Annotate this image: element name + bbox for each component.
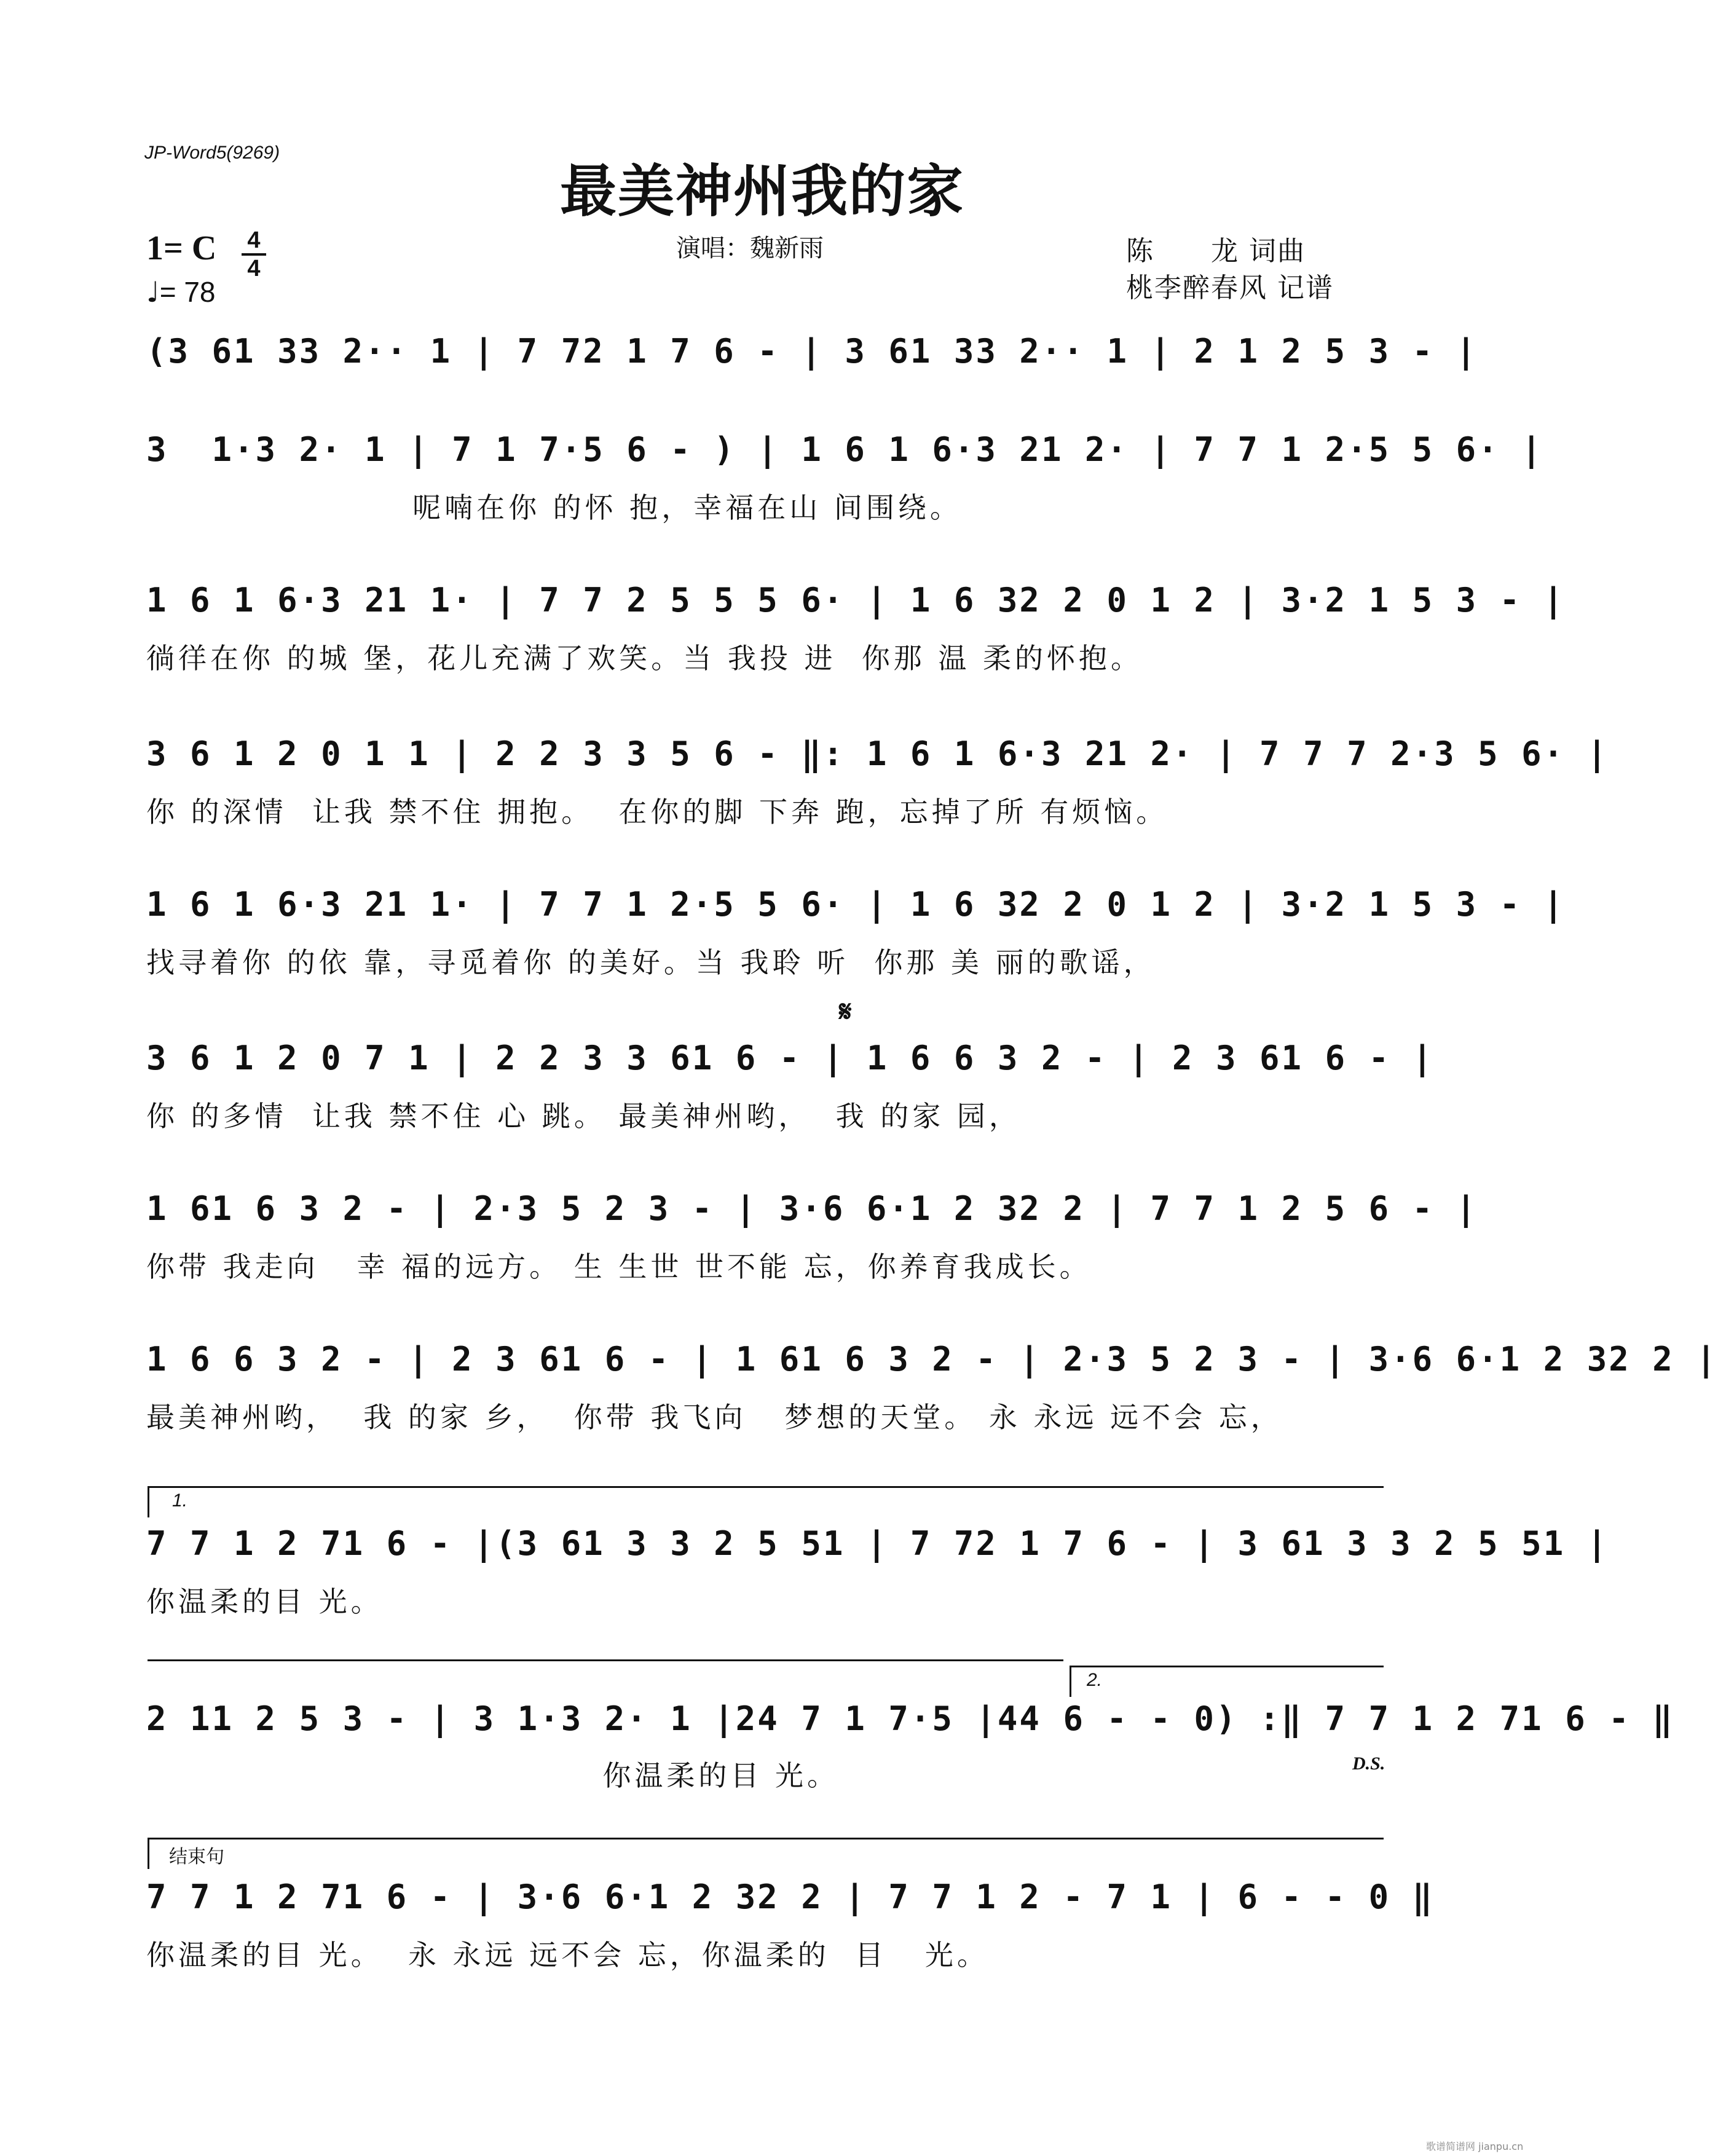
lyrics-line-9: 你温柔的目 光。 bbox=[146, 1585, 383, 1618]
lyrics-line-3: 徜徉在你 的城 堡，花儿充满了欢笑。当 我投 进 你那 温 柔的怀抱。 bbox=[146, 642, 1143, 675]
score-system-4: 3 6 1 2 0 1 1 | 2 2 3 3 5 6 - ‖: 1 6 1 6·3 21 2· | 7 7 7 2·3 5 6· | bbox=[146, 734, 1609, 773]
software-label: JP-Word5(9269) bbox=[144, 143, 280, 163]
score-system-5: 1 6 1 6·3 21 1· | 7 7 1 2·5 5 6· | 1 6 32 2 0 1 2 | 3·2 1 5 3 - | bbox=[146, 885, 1566, 924]
score-system-8: 1 6 6 3 2 - | 2 3 61 6 - | 1 61 6 3 2 - | 2·3 5 2 3 - | 3·6 6·1 2 32 2 | bbox=[146, 1340, 1718, 1379]
lyrics-line-7: 你带 我走向 幸 福的远方。 生 生世 世不能 忘，你养育我成长。 bbox=[146, 1250, 1092, 1283]
time-top: 4 bbox=[247, 227, 261, 253]
lyrics-line-6: 你 的多情 让我 禁不住 心 跳。 最美神州哟， 我 的家 园， bbox=[146, 1100, 1021, 1133]
key-signature: 1= C bbox=[146, 229, 217, 267]
score-system-9: 7 7 1 2 71 6 - |(3 61 3 3 2 5 51 | 7 72 1 7 6 - | 3 61 3 3 2 5 51 | bbox=[146, 1524, 1609, 1563]
time-signature bbox=[242, 229, 266, 280]
lyrics-line-2: 呢喃在你 的怀 抱，幸福在山 间围绕。 bbox=[146, 491, 962, 524]
score-system-7: 1 61 6 3 2 - | 2·3 5 2 3 - | 3·6 6·1 2 32 2 | 7 7 1 2 5 6 - | bbox=[146, 1189, 1478, 1228]
segno-icon: 𝄋 bbox=[839, 994, 852, 1029]
transcriber-credit: 桃李醉春风 记谱 bbox=[1126, 272, 1334, 304]
lyrics-line-11: 你温柔的目 光。 永 永远 远不会 忘，你温柔的 目 光。 bbox=[146, 1938, 989, 1972]
lyrics-line-5: 找寻着你 的依 靠，寻觅着你 的美好。当 我聆 听 你那 美 丽的歌谣， bbox=[146, 946, 1156, 979]
lyrics-line-8: 最美神州哟， 我 的家 乡， 你带 我飞向 梦想的天堂。 永 永远 远不会 忘， bbox=[146, 1401, 1283, 1434]
score-system-2: 3 1·3 2· 1 | 7 1 7·5 6 - ) | 1 6 1 6·3 21 2· | 7 7 1 2·5 5 6· | bbox=[146, 430, 1543, 469]
volta-bracket-1 bbox=[148, 1486, 1384, 1517]
dal-segno-marking: D.S. bbox=[1352, 1753, 1385, 1774]
tempo-value: = 78 bbox=[159, 276, 216, 308]
time-bottom: 4 bbox=[247, 256, 261, 281]
ending-bracket bbox=[148, 1838, 1384, 1869]
page-title: 最美神州我的家 bbox=[559, 159, 964, 224]
quarter-note-icon: ♩ bbox=[146, 275, 160, 309]
tempo-marking bbox=[146, 275, 216, 309]
volta-bracket-continue bbox=[148, 1659, 1063, 1691]
score-system-1: (3 61 33 2·· 1 | 7 72 1 7 6 - | 3 61 33 2·· 1 | 2 1 2 5 3 - | bbox=[146, 332, 1478, 371]
watermark: 歌谱简谱网 jianpu.cn bbox=[1426, 2141, 1524, 2152]
volta-label-2: 2. bbox=[1087, 1670, 1103, 1690]
volta-bracket-2 bbox=[1070, 1666, 1384, 1697]
ending-label: 结束句 bbox=[169, 1846, 224, 1868]
score-system-10: 2 11 2 5 3 - | 3 1·3 2· 1 |24 7 1 7·5 |44 6 - - 0) :‖ 7 7 1 2 71 6 - ‖ bbox=[146, 1699, 1674, 1738]
lyrics-line-10: 你温柔的目 光。 bbox=[146, 1759, 840, 1792]
composer-credit: 陈 龙 词曲 bbox=[1126, 235, 1306, 267]
score-system-11: 7 7 1 2 71 6 - | 3·6 6·1 2 32 2 | 7 7 1 2 - 7 1 | 6 - - 0 ‖ bbox=[146, 1878, 1435, 1916]
volta-label-1: 1. bbox=[172, 1490, 188, 1511]
score-system-3: 1 6 1 6·3 21 1· | 7 7 2 5 5 5 6· | 1 6 32 2 0 1 2 | 3·2 1 5 3 - | bbox=[146, 581, 1566, 620]
score-system-6: 3 6 1 2 0 7 1 | 2 2 3 3 61 6 - | 1 6 6 3 2 - | 2 3 61 6 - | bbox=[146, 1039, 1435, 1077]
lyrics-line-4: 你 的深情 让我 禁不住 拥抱。 在你的脚 下奔 跑，忘掉了所 有烦恼。 bbox=[146, 795, 1168, 828]
singer-credit: 演唱：魏新雨 bbox=[676, 234, 824, 262]
